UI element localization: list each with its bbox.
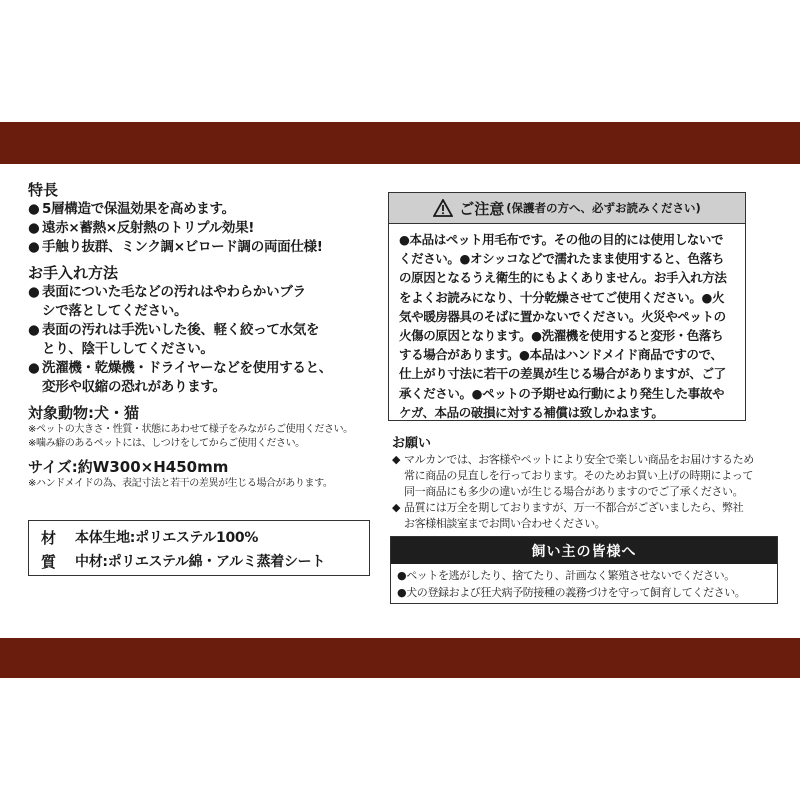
caution-header — [389, 193, 745, 224]
material-main: 本体生地:ポリエステル100% — [75, 530, 259, 546]
material-box — [28, 520, 370, 576]
care-item: ● 洗濯機・乾燥機・ドライヤーなどを使用すると、 変形や収縮の恐れがあります。 — [28, 360, 332, 395]
care-item: ● 表面についた毛などの汚れはやわらかいブラ シで落としてください。 — [28, 284, 306, 319]
owners-heading: 飼い主の皆様へ — [391, 537, 777, 564]
size-note: ※ハンドメイドの為、表記寸法と若干の差異が生じる場合があります。 — [28, 478, 333, 489]
target-note: ※ペットの大きさ・性質・状態にあわせて様子をみながらご使用ください。 — [28, 424, 353, 435]
care-heading: お手入れ方法 — [28, 264, 119, 282]
request-item: ◆ 品質には万全を期しておりますが、万一不都合がございましたら、弊社 お客様相談室までお問い合わせください。 — [392, 501, 744, 530]
caution-text: ●本品はペット用毛布です。その他の目的には使用しないで ください。●オシッコなどで濡れたまま使用すると、色落ち の原因となるうえ衛生的にもよくありません。お手入れ方法 をよくお読みになり、十分乾燥させてご使用ください。●火 気や暖房器具のそばに置かないでください。火災やペットの 火傷の原因となります。●洗濯機を使用すると変形・色落ち する場合があります。●本品はハンドメイド商品ですので、 仕上がり寸法に若干の差異が生じる場合がありますが、ご了 承ください。●ペットの予期せぬ行動により発生した事故や ケガ、本品の破損に対する補償は致しかねます。 — [399, 232, 727, 420]
features-heading: 特長 — [28, 181, 59, 199]
size-heading: サイズ:約W300×H450mm — [28, 458, 229, 476]
material-filling: 中材:ポリエステル綿・アルミ蒸着シート — [75, 554, 326, 570]
feature-item: ● 5層構造で保温効果を高めます。 — [28, 201, 235, 217]
request-section — [392, 436, 787, 532]
caution-subtitle: (保護者の方へ、必ずお読みください) — [506, 201, 701, 215]
target-note: ※噛み癖のあるペットには、しつけをしてからご使用ください。 — [28, 438, 305, 449]
warning-icon — [433, 199, 453, 217]
material-label-2: 質 — [41, 553, 57, 571]
feature-item: ● 手触り抜群、ミンク調×ビロード調の両面仕様! — [28, 239, 323, 255]
request-item: ◆ マルカンでは、お客様やペットにより安全で楽しい商品をお届けするため 常に商品の見直しを行っております。そのためお買い上げの時期によって 同一商品にも多少の違いが生じる場合がありますのでご了承ください。 — [392, 453, 754, 498]
request-heading: お願い — [392, 436, 432, 451]
caution-title: ご注意 — [459, 199, 505, 218]
owners-text: ●ペットを逃がしたり、捨てたり、計画なく繁殖させないでください。 ●犬の登録および狂犬病予防接種の義務づけを守って飼育してください。 — [397, 569, 746, 599]
bottom-color-band — [0, 638, 800, 678]
left-column — [28, 180, 368, 491]
material-label-1: 材 — [41, 529, 57, 547]
feature-item: ● 遠赤×蓄熱×反射熱のトリプル効果! — [28, 220, 255, 236]
top-color-band — [0, 122, 800, 164]
owners-box — [390, 536, 778, 604]
target-animals-heading: 対象動物:犬・猫 — [28, 404, 139, 422]
care-item: ● 表面の汚れは手洗いした後、軽く絞って水気を とり、陰干ししてください。 — [28, 322, 320, 357]
caution-box — [388, 192, 746, 421]
